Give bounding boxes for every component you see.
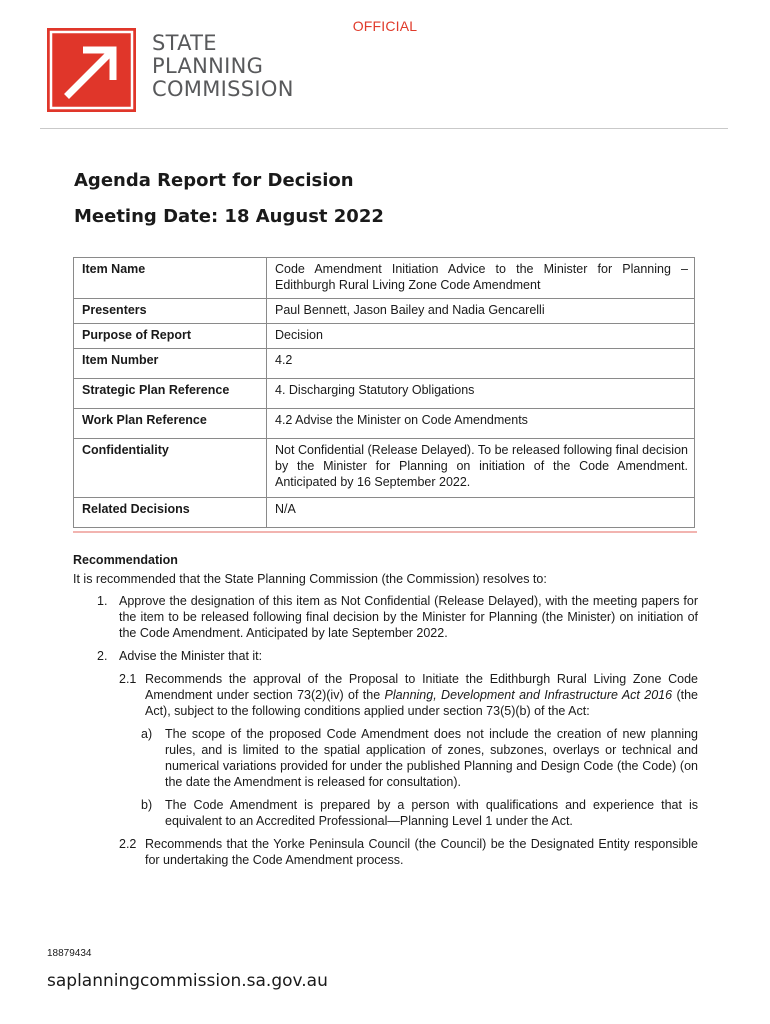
commission-logo [47, 28, 294, 112]
list-text: Recommends that the Yorke Peninsula Council (the Council) be the Designated Entity responsible for undertaking the Code Amendment process. [145, 837, 698, 867]
list-text: Approve the designation of this item as Not Confidential (Release Delayed), with the meeting papers for the item to be released following final decision by the Minister for Planning (the Minister) on initiation of the Code Amendment. Anticipated by late September 2022. [119, 594, 698, 640]
list-item [73, 726, 698, 790]
list-item [73, 648, 698, 664]
list-item [73, 671, 698, 719]
row-value: Decision [267, 324, 695, 349]
arrow-logo-icon [47, 28, 136, 112]
row-key: Related Decisions [74, 498, 267, 528]
row-value: 4.2 Advise the Minister on Code Amendments [267, 409, 695, 439]
table-row [74, 439, 695, 498]
list-text: The scope of the proposed Code Amendment does not include the creation of new planning rules, and is limited to the spatial application of zones, subzones, overlays or technical and numerical variations provided for under the published Planning and Design Code (the Code) (on the date the Amendment is released for consultation). [165, 727, 698, 789]
text-run: Recommends the approval of the Proposal to Initiate the Edithburgh Rural Living Zone Code Amendment under section 73(2)(iv) of the [145, 672, 698, 702]
list-number: a) [141, 727, 153, 741]
table-row [74, 258, 695, 299]
list-number: 2. [97, 649, 108, 663]
logo-line-state: STATE [152, 31, 217, 55]
footer-website: saplanningcommission.sa.gov.au [47, 971, 328, 991]
list-text: Advise the Minister that it: [119, 649, 263, 663]
list-item [73, 593, 698, 641]
row-key: Strategic Plan Reference [74, 379, 267, 409]
row-key: Work Plan Reference [74, 409, 267, 439]
row-key: Item Number [74, 349, 267, 379]
list-text [145, 671, 698, 719]
recommendation-intro: It is recommended that the State Planning Commission (the Commission) resolves to: [73, 572, 547, 586]
document-number: 18879434 [47, 948, 92, 959]
list-item [73, 836, 698, 868]
recommendation-section [73, 552, 698, 875]
row-value: 4. Discharging Statutory Obligations [267, 379, 695, 409]
logo-line-commission: COMMISSION [152, 77, 294, 101]
row-key: Item Name [74, 258, 267, 299]
row-value: Not Confidential (Release Delayed). To be released following final decision by the Minister for Planning on initiation of the Code Amendment. Anticipated by 16 September 2022. [267, 439, 695, 498]
row-key: Confidentiality [74, 439, 267, 498]
list-text: The Code Amendment is prepared by a person with qualifications and experience that is equivalent to an Accredited Professional—Planning Level 1 under the Act. [165, 798, 698, 828]
row-value: 4.2 [267, 349, 695, 379]
header-divider [40, 128, 728, 129]
table-row [74, 299, 695, 324]
item-details-table [73, 257, 695, 528]
table-row [74, 379, 695, 409]
table-row [74, 324, 695, 349]
logo-wordmark [152, 32, 294, 101]
act-title: Planning, Development and Infrastructure Act 2016 [384, 688, 673, 702]
classification-label: OFFICIAL [352, 18, 418, 34]
list-number: 2.2 [119, 837, 137, 851]
row-value: Code Amendment Initiation Advice to the Minister for Planning – Edithburgh Rural Living Zone Code Amendment [267, 258, 695, 299]
table-row [74, 409, 695, 439]
list-number: 2.1 [119, 672, 137, 686]
table-row [74, 498, 695, 528]
list-number: 1. [97, 594, 108, 608]
row-value: N/A [267, 498, 695, 528]
list-number: b) [141, 798, 153, 812]
table-row [74, 349, 695, 379]
row-key: Purpose of Report [74, 324, 267, 349]
section-divider [73, 531, 697, 533]
text-run: (the Act), subject to the following conditions applied under section 73(5)(b) of the Act: [145, 688, 698, 718]
report-title: Agenda Report for Decision [74, 170, 354, 191]
row-value: Paul Bennett, Jason Bailey and Nadia Gencarelli [267, 299, 695, 324]
meeting-date-title: Meeting Date: 18 August 2022 [74, 206, 384, 227]
list-item [73, 797, 698, 829]
logo-line-planning: PLANNING [152, 54, 264, 78]
recommendation-heading: Recommendation [73, 553, 178, 567]
row-key: Presenters [74, 299, 267, 324]
